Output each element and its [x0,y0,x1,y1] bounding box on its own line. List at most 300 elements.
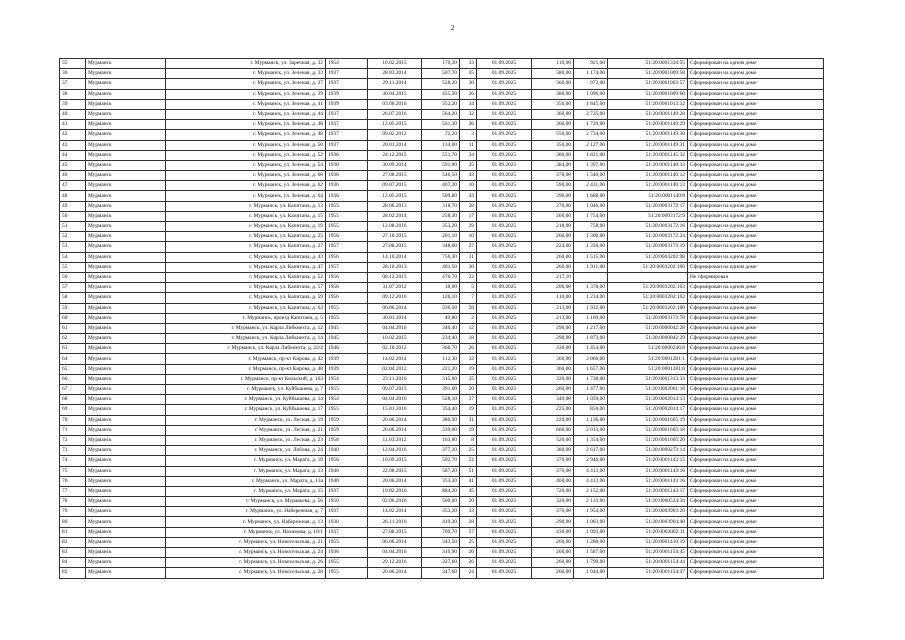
build-year-cell: 1937 [326,79,368,89]
cadastral-number-cell [608,272,688,282]
land-status-cell: Сформирован на одном доме [688,364,824,374]
survey-date-cell: 10.02.2015 [368,59,422,69]
plan-date-cell: 01.09.2025 [477,507,532,517]
build-year-cell: 1955 [326,313,368,323]
survey-date-cell: 31.07.2012 [368,283,422,293]
land-status-cell: Сформирован на одном доме [688,374,824,384]
table-row [60,364,824,374]
address-cell: г. Мурманск, ул. Капитана, д. 25 [166,232,326,242]
table-body [60,59,824,579]
price-per-sqm-cell: 260,00 [532,211,574,221]
area-cell: 112,30 [422,354,460,364]
table-row [60,150,824,160]
plan-date-cell: 01.09.2025 [477,79,532,89]
land-status-cell: Сформирован на одном доме [688,191,824,201]
area-cell: 591,00 [422,160,460,170]
plan-date-cell: 01.09.2025 [477,130,532,140]
survey-date-cell: 04.04.2016 [368,548,422,558]
land-status-cell: Сформирован на одном доме [688,89,824,99]
apartments-count-cell: 20 [460,497,477,507]
survey-date-cell: 12.05.2015 [368,120,422,130]
land-status-cell: Сформирован на одном доме [688,69,824,79]
land-status-cell: Сформирован на одном доме [688,181,824,191]
settlement-cell: Мурманск [86,130,166,140]
build-year-cell: 1940 [326,466,368,476]
row-number-cell: 73 [60,446,86,456]
price-per-sqm-cell: 218,00 [532,222,574,232]
apartments-count-cell: 45 [460,486,477,496]
table-row [60,211,824,221]
area-cell: 500,00 [422,497,460,507]
plan-date-cell: 01.09.2025 [477,171,532,181]
address-cell: г. Мурманск, ул. Куйбышева, д. 7 [166,385,326,395]
apartments-count-cell: 35 [460,374,477,384]
apartments-count-cell: 35 [460,160,477,170]
apartments-count-cell: 19 [460,405,477,415]
apartments-count-cell: 36 [460,120,477,130]
cost-cell: 1 174,00 [574,69,608,79]
address-cell: г. Мурманск, ул. Зеленая, д. 60 [166,171,326,181]
cost-cell: 2 133,00 [574,497,608,507]
land-status-cell: Сформирован на одном доме [688,466,824,476]
settlement-cell: Мурманск [86,252,166,262]
cost-cell: 758,00 [574,222,608,232]
plan-date-cell: 01.09.2025 [477,222,532,232]
row-number-cell: 45 [60,160,86,170]
survey-date-cell: 28.06.2013 [368,201,422,211]
land-status-cell: Не сформирован [688,272,824,282]
settlement-cell: Мурманск [86,527,166,537]
plan-date-cell: 01.09.2025 [477,548,532,558]
settlement-cell: Мурманск [86,476,166,486]
row-number-cell: 59 [60,303,86,313]
cadastral-number-cell: 51:20:0001140:33 [608,160,688,170]
cadastral-number-cell: 51:20:0001140:13 [608,181,688,191]
table-row [60,517,824,527]
cost-cell: 2 617,00 [574,446,608,456]
survey-date-cell: 10.09.2015 [368,456,422,466]
cost-cell: 1 096,00 [574,89,608,99]
cadastral-number-cell: 51:20:0003172:17 [608,201,688,211]
plan-date-cell: 01.09.2025 [477,344,532,354]
cost-cell: 856,00 [574,405,608,415]
land-status-cell: Сформирован на одном доме [688,222,824,232]
settlement-cell: Мурманск [86,507,166,517]
apartments-count-cell: 26 [460,344,477,354]
survey-date-cell: 23.11.2016 [368,374,422,384]
settlement-cell: Мурманск [86,374,166,384]
land-status-cell: Сформирован на одном доме [688,99,824,109]
land-status-cell: Сформирован на одном доме [688,548,824,558]
cost-cell: 921,00 [574,59,608,69]
plan-date-cell: 01.09.2025 [477,140,532,150]
page-number: 2 [450,24,455,32]
build-year-cell: 1936 [326,191,368,201]
housing-registry-table [59,58,824,579]
table-row [60,89,824,99]
apartments-count-cell: 5 [460,283,477,293]
survey-date-cell: 30.04.2015 [368,89,422,99]
cost-cell: 2 946,00 [574,456,608,466]
plan-date-cell: 01.09.2025 [477,313,532,323]
table-row [60,537,824,547]
address-cell: г. Мурманск, ул. Лобова, д. 24 [166,446,326,456]
area-cell: 528,10 [422,395,460,405]
price-per-sqm-cell: 350,00 [532,99,574,109]
cadastral-number-cell: 51:20:0001605:20 [608,435,688,445]
area-cell: 134,00 [422,140,460,150]
land-status-cell: Сформирован на одном доме [688,79,824,89]
plan-date-cell: 01.09.2025 [477,89,532,99]
land-status-cell: Сформирован на одном доме [688,313,824,323]
build-year-cell: 1957 [326,262,368,272]
survey-date-cell: 15.01.2016 [368,405,422,415]
address-cell: г. Мурманск, ул. Куйбышева, д. 17 [166,405,326,415]
row-number-cell: 75 [60,466,86,476]
price-per-sqm-cell: 360,00 [532,109,574,119]
build-year-cell: 1955 [326,201,368,211]
plan-date-cell: 01.09.2025 [477,120,532,130]
row-number-cell: 61 [60,323,86,333]
survey-date-cell: 06.06.2014 [368,537,422,547]
price-per-sqm-cell: 550,00 [532,130,574,140]
row-number-cell: 41 [60,120,86,130]
plan-date-cell: 01.09.2025 [477,109,532,119]
table-row [60,232,824,242]
settlement-cell: Мурманск [86,385,166,395]
build-year-cell: 1954 [326,395,368,405]
row-number-cell: 82 [60,537,86,547]
apartments-count-cell: 30 [460,262,477,272]
area-cell: 126,10 [422,293,460,303]
land-status-cell: Сформирован на одном доме [688,109,824,119]
apartments-count-cell: 7 [460,293,477,303]
address-cell: г. Мурманск, ул. Зеленая, д. 50 [166,140,326,150]
survey-date-cell: 26.07.2016 [368,109,422,119]
land-status-cell: Сформирован на одном доме [688,405,824,415]
area-cell: 564,20 [422,109,460,119]
address-cell: г. Мурманск, ул. Капитана, д. 47 [166,262,326,272]
land-status-cell: Сформирован на одном доме [688,558,824,568]
price-per-sqm-cell: 260,00 [532,537,574,547]
apartments-count-cell: 41 [460,476,477,486]
plan-date-cell: 01.09.2025 [477,527,532,537]
address-cell: г. Мурманск, ул. Капитана, д. 43 [166,252,326,262]
cadastral-number-cell: 51:20:0001149:29 [608,120,688,130]
price-per-sqm-cell: 360,00 [532,354,574,364]
cadastral-number-cell: 51:20:0001281:0 [608,364,688,374]
cadastral-number-cell: 51:20:0001605:18 [608,425,688,435]
cadastral-number-cell: 51:20:0001013:32 [608,99,688,109]
area-cell: 391,60 [422,385,460,395]
table-row [60,293,824,303]
price-per-sqm-cell: 370,00 [532,507,574,517]
price-per-sqm-cell: 260,00 [532,385,574,395]
survey-date-cell: 27.08.2015 [368,171,422,181]
build-year-cell: 1955 [326,303,368,313]
table-row [60,558,824,568]
area-cell: 343,50 [422,537,460,547]
price-per-sqm-cell: 290,00 [532,334,574,344]
address-cell: г. Мурманск, ул. Зеленая, д. 39 [166,89,326,99]
settlement-cell: Мурманск [86,171,166,181]
cost-cell: 1 911,00 [574,262,608,272]
price-per-sqm-cell: 260,00 [532,568,574,578]
build-year-cell: 1956 [326,283,368,293]
cost-cell: 4 413,00 [574,476,608,486]
cadastral-number-cell: 51:20:0003172:24 [608,232,688,242]
row-number-cell: 74 [60,456,86,466]
area-cell: 546,50 [422,171,460,181]
land-status-cell: Сформирован на одном доме [688,303,824,313]
address-cell: г. Мурманск, ул. Заречная, д. 32 [166,59,326,69]
plan-date-cell: 01.09.2025 [477,293,532,303]
row-number-cell: 80 [60,517,86,527]
row-number-cell: 49 [60,201,86,211]
cost-cell: 1 093,00 [574,527,608,537]
table-row [60,507,824,517]
build-year-cell: 1945 [326,334,368,344]
cost-cell: 2 431,00 [574,181,608,191]
build-year-cell: 1959 [326,415,368,425]
land-status-cell: Сформирован на одном доме [688,59,824,69]
cadastral-number-cell: 51:20:0001149:31 [608,140,688,150]
area-cell: 455,50 [422,89,460,99]
land-status-cell: Сформирован на одном доме [688,160,824,170]
row-number-cell: 51 [60,222,86,232]
survey-date-cell: 27.08.2015 [368,242,422,252]
survey-date-cell: 26.11.2016 [368,517,422,527]
build-year-cell: 1956 [326,456,368,466]
price-per-sqm-cell: 260,00 [532,548,574,558]
land-status-cell: Сформирован на одном доме [688,486,824,496]
table-row [60,252,824,262]
cadastral-number-cell: 51:20:0000273:14 [608,446,688,456]
price-per-sqm-cell: 260,00 [532,232,574,242]
apartments-count-cell: 33 [460,59,477,69]
address-cell: г. Мурманск, ул. Нахимова, д. 10/1 [166,527,326,537]
apartments-count-cell: 25 [460,446,477,456]
table-row [60,405,824,415]
plan-date-cell: 01.09.2025 [477,191,532,201]
cadastral-number-cell: 51:20:0003202:103 [608,283,688,293]
cadastral-number-cell: 51:20:0003173:19 [608,242,688,252]
cadastral-number-cell: 51:20:0001009:58 [608,69,688,79]
settlement-cell: Мурманск [86,395,166,405]
apartments-count-cell: 8 [460,435,477,445]
plan-date-cell: 01.09.2025 [477,374,532,384]
cost-cell: 1 657,00 [574,364,608,374]
table-row [60,171,824,181]
address-cell: г. Мурманск, ул. Лесная, д. 19 [166,415,326,425]
build-year-cell: 1938 [326,517,368,527]
land-status-cell: Сформирован на одном доме [688,293,824,303]
row-number-cell: 67 [60,385,86,395]
address-cell: г. Мурманск, ул. Зеленая, д. 41 [166,99,326,109]
land-status-cell: Сформирован на одном доме [688,323,824,333]
row-number-cell: 76 [60,476,86,486]
plan-date-cell: 01.09.2025 [477,262,532,272]
table-row [60,435,824,445]
cadastral-number-cell: 51:20:0000246:8 [608,344,688,354]
price-per-sqm-cell: 720,00 [532,486,574,496]
area-cell: 507,70 [422,69,460,79]
land-status-cell: Сформирован на одном доме [688,517,824,527]
table-row [60,262,824,272]
survey-date-cell: 09.07.2015 [368,181,422,191]
row-number-cell: 37 [60,79,86,89]
cadastral-number-cell: 51:20:0003172:9 [608,211,688,221]
settlement-cell: Мурманск [86,354,166,364]
table-row [60,99,824,109]
land-status-cell: Сформирован на одном доме [688,150,824,160]
area-cell: 551,70 [422,150,460,160]
plan-date-cell: 01.09.2025 [477,59,532,69]
plan-date-cell: 01.09.2025 [477,537,532,547]
land-status-cell: Сформирован на одном доме [688,435,824,445]
settlement-cell: Мурманск [86,466,166,476]
cost-cell: 1 397,00 [574,160,608,170]
row-number-cell: 69 [60,405,86,415]
row-number-cell: 72 [60,435,86,445]
area-cell: 353,20 [422,507,460,517]
survey-date-cell: 20.06.2014 [368,476,422,486]
row-number-cell: 65 [60,364,86,374]
survey-date-cell: 19.02.2016 [368,486,422,496]
price-per-sqm-cell: 400,00 [532,476,574,486]
row-number-cell: 42 [60,130,86,140]
apartments-count-cell: 51 [460,466,477,476]
settlement-cell: Мурманск [86,89,166,99]
address-cell: г. Мурманск, ул. Зеленая, д. 54 [166,160,326,170]
row-number-cell: 39 [60,99,86,109]
row-number-cell: 62 [60,334,86,344]
settlement-cell: Мурманск [86,303,166,313]
survey-date-cell: 12.05.2015 [368,191,422,201]
table-row [60,79,824,89]
address-cell: г. Мурманск, ул. Муравьева, д. 56 [166,497,326,507]
build-year-cell: 1955 [326,211,368,221]
table-row [60,374,824,384]
survey-date-cell: 30.01.2014 [368,313,422,323]
area-cell: 509,80 [422,191,460,201]
cost-cell: 1 044,00 [574,568,608,578]
settlement-cell: Мурманск [86,405,166,415]
settlement-cell: Мурманск [86,415,166,425]
price-per-sqm-cell: 380,00 [532,89,574,99]
area-cell: 756,30 [422,252,460,262]
area-cell: 528,20 [422,79,460,89]
table-row [60,130,824,140]
area-cell: 340,40 [422,323,460,333]
row-number-cell: 68 [60,395,86,405]
land-status-cell: Сформирован на одном доме [688,130,824,140]
survey-date-cell: 28.02.2014 [368,211,422,221]
settlement-cell: Мурманск [86,517,166,527]
plan-date-cell: 01.09.2025 [477,181,532,191]
cost-cell: 1 378,00 [574,283,608,293]
settlement-cell: Мурманск [86,364,166,374]
table-row [60,120,824,130]
settlement-cell: Мурманск [86,323,166,333]
settlement-cell: Мурманск [86,211,166,221]
price-per-sqm-cell: 384,00 [532,160,574,170]
table-row [60,283,824,293]
plan-date-cell: 01.09.2025 [477,446,532,456]
cost-cell: 1 845,00 [574,99,608,109]
cost-cell: 1 477,00 [574,385,608,395]
apartments-count-cell: 34 [460,150,477,160]
row-number-cell: 77 [60,486,86,496]
cadastral-number-cell: 51:20:0001143:15 [608,456,688,466]
settlement-cell: Мурманск [86,109,166,119]
price-per-sqm-cell: 380,00 [532,446,574,456]
cadastral-number-cell: 51:20:0001009:60 [608,89,688,99]
settlement-cell: Мурманск [86,222,166,232]
survey-date-cell: 30.09.2014 [368,160,422,170]
plan-date-cell: 01.09.2025 [477,354,532,364]
build-year-cell: 1955 [326,222,368,232]
row-number-cell: 50 [60,211,86,221]
apartments-count-cell: 29 [460,222,477,232]
apartments-count-cell: 27 [460,242,477,252]
cadastral-number-cell: 51:20:0003202:106 [608,262,688,272]
address-cell: г. Мурманск, ул. Новосельская, д. 21 [166,537,326,547]
address-cell: г. Мурманск, ул. Марата, д. 13 [166,466,326,476]
build-year-cell: 1940 [326,446,368,456]
land-status-cell: Сформирован на одном доме [688,507,824,517]
area-cell: 336,50 [422,303,460,313]
survey-date-cell: 12.04.2016 [368,446,422,456]
cost-cell: 2 725,00 [574,109,608,119]
plan-date-cell: 01.09.2025 [477,395,532,405]
settlement-cell: Мурманск [86,69,166,79]
price-per-sqm-cell: 110,00 [532,59,574,69]
survey-date-cell: 03.06.2016 [368,99,422,109]
plan-date-cell: 01.09.2025 [477,364,532,374]
apartments-count-cell: 32 [460,109,477,119]
apartments-count-cell: 19 [460,364,477,374]
cost-cell: 1 454,00 [574,344,608,354]
cost-cell: 1 873,00 [574,334,608,344]
price-per-sqm-cell: 360,00 [532,120,574,130]
area-cell: 377,20 [422,446,460,456]
land-status-cell: Сформирован на одном доме [688,446,824,456]
survey-date-cell: 27.10.2015 [368,232,422,242]
address-cell: г. Мурманск, ул. Капитана, д. 57 [166,283,326,293]
area-cell: 401,50 [422,262,460,272]
cost-cell: 1 729,00 [574,120,608,130]
land-status-cell: Сформирован на одном доме [688,537,824,547]
cost-cell: 1 136,00 [574,415,608,425]
cadastral-number-cell: 51:20:0001143:16 [608,476,688,486]
settlement-cell: Мурманск [86,201,166,211]
apartments-count-cell: 2 [460,313,477,323]
plan-date-cell: 01.09.2025 [477,466,532,476]
price-per-sqm-cell: 217,10 [532,272,574,282]
survey-date-cell: 04.04.2016 [368,323,422,333]
cadastral-number-cell: 51:20:0001154:44 [608,558,688,568]
survey-date-cell: 28.03.2014 [368,69,422,79]
land-status-cell: Сформирован на одном доме [688,476,824,486]
apartments-count-cell: 28 [460,303,477,313]
plan-date-cell: 01.09.2025 [477,476,532,486]
build-year-cell: 1957 [326,242,368,252]
build-year-cell: 1937 [326,69,368,79]
apartments-count-cell: 25 [460,537,477,547]
price-per-sqm-cell: 380,00 [532,150,574,160]
row-number-cell: 57 [60,283,86,293]
